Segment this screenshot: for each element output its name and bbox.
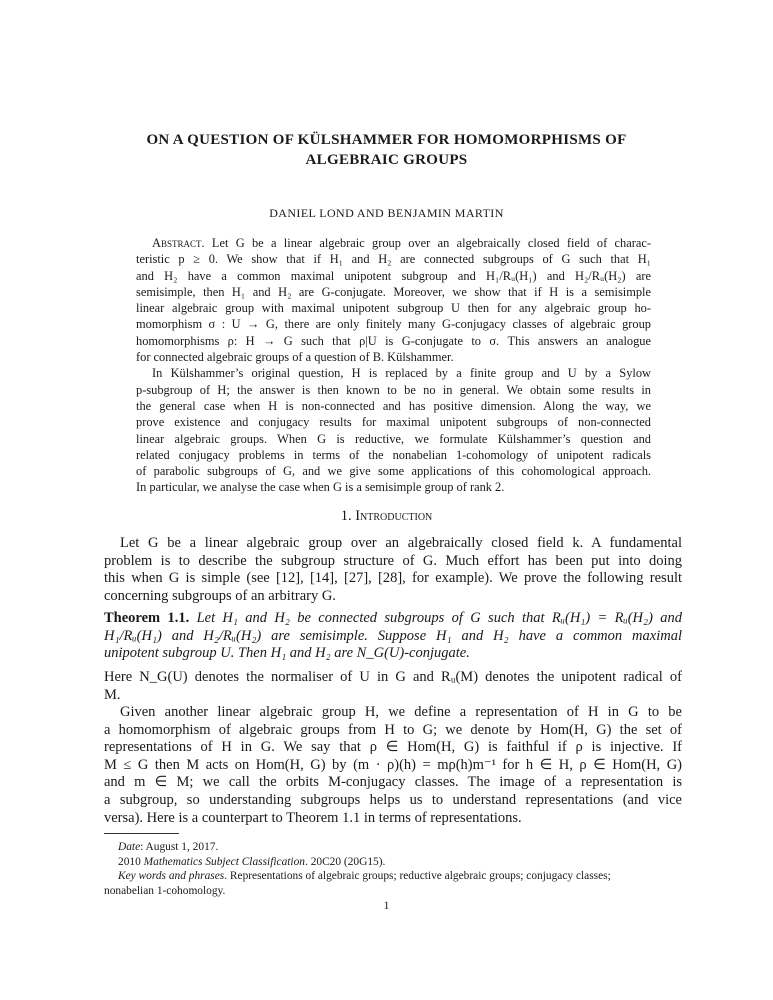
line-text: In Külshammer’s original question, H is replaced by a finite group and U by a Sylow — [152, 366, 651, 381]
line-text: M. — [104, 686, 121, 703]
footnote-text: . 20C20 (20G15). — [305, 855, 386, 868]
line-text: semisimple, then H₁ and H₂ are G-conjugate. Moreover, we show that if H is a semisimple — [136, 284, 651, 299]
line-text: Let G be a linear algebraic group over an algebraically closed field k. A fundamental — [120, 535, 682, 551]
line-text: momorphism σ : U → G, there are only finitely many G-conjugacy classes of algebraic group — [136, 317, 651, 332]
line-text: Let H₁ and H₂ be connected subgroups of G such that Rᵤ(H₁) = Rᵤ(H₂) and — [189, 610, 682, 626]
text-line — [136, 414, 651, 430]
text-line — [104, 739, 682, 757]
text-line — [136, 398, 651, 414]
line-text: problem is to describe the subgroup structure of G. Much effort has been put into doing — [104, 552, 682, 569]
text-line — [104, 645, 682, 663]
text-line — [136, 316, 651, 332]
lead-label: Theorem 1.1. — [104, 610, 190, 626]
footnote-text: : August 1, 2017. — [140, 841, 219, 853]
line-text: p-subgroup of H; the answer is then known to be no in general. We obtain some results in — [136, 382, 651, 397]
footnote — [104, 869, 682, 884]
line-text: and m ∈ M; we call the orbits M-conjugacy classes. The image of a representation is — [104, 774, 682, 791]
text-line — [136, 365, 651, 381]
text-line — [104, 810, 682, 828]
line-text: related conjugacy problems in terms of the nonabelian 1-cohomology of unipotent radicals — [136, 447, 651, 462]
footnote-label: 2010 — [118, 855, 144, 868]
footnote-label: Key words and phrases — [118, 870, 225, 883]
line-text: linear algebraic groups. When G is reductive, we formulate Külshammer’s question and — [136, 431, 651, 446]
section-heading: 1. Introduction — [340, 508, 433, 524]
footnote-text: . Representations of algebraic groups; reductive algebraic groups; conjugacy classes; — [224, 870, 611, 883]
text-line — [104, 774, 682, 792]
line-text: of parabolic subgroups of G, and we give some applications of this cohomological approach. — [136, 464, 651, 479]
text-line — [104, 722, 682, 740]
line-text: Here N_G(U) denotes the normaliser of U in G and Rᵤ(M) denotes the unipotent radical of — [104, 669, 682, 685]
line-text: In particular, we analyse the case when G is a semisimple group of rank 2. — [136, 480, 505, 495]
line-text: a subgroup, so understanding subgroups helps us to understand representations (and vice — [104, 791, 682, 808]
text-line — [104, 588, 682, 606]
text-line — [104, 792, 682, 810]
text-line — [136, 251, 651, 267]
text-line — [104, 610, 682, 628]
text-line — [104, 553, 682, 571]
page-number: 1 — [383, 900, 390, 912]
lead-label: Abstract. — [152, 236, 205, 250]
text-line — [104, 687, 682, 705]
line-text: for connected algebraic groups of a question of B. Külshammer. — [136, 350, 454, 365]
footnote-text: nonabelian 1-cohomology. — [104, 885, 226, 898]
intro-paragraph — [104, 535, 682, 605]
footnote — [104, 884, 682, 899]
line-text: concerning subgroups of an arbitrary G. — [104, 587, 336, 604]
abstract — [136, 235, 651, 496]
authors: DANIEL LOND AND BENJAMIN MARTIN — [269, 206, 504, 220]
line-text: and H₂ have a common maximal unipotent subgroup and H₁/Rᵤ(H₁) and H₂/Rᵤ(H₂) are — [136, 268, 651, 283]
line-text: unipotent subgroup U. Then H₁ and H₂ are N_G(U)-conjugate. — [104, 645, 470, 662]
line-text: the general case when H is non-connected and has positive dimension. Along the way, we — [136, 398, 651, 413]
text-line — [136, 300, 651, 316]
text-line — [136, 349, 651, 365]
paper-title — [60, 130, 713, 170]
text-line — [136, 284, 651, 300]
line-text: versa). Here is a counterpart to Theorem 1.1 in terms of representations. — [104, 809, 522, 826]
text-line — [104, 669, 682, 687]
theorem-1-1 — [104, 610, 682, 663]
line-text: teristic p ≥ 0. We show that if H₁ and H₂ are connected subgroups of G such that H₁ — [136, 252, 651, 267]
text-line — [136, 382, 651, 398]
text-line — [136, 447, 651, 463]
text-line — [136, 235, 651, 251]
text-line — [104, 570, 682, 588]
line-text: M ≤ G then M acts on Hom(H, G) by (m · ρ)(h) = mρ(h)m⁻¹ for h ∈ H, ρ ∈ Hom(H, G) — [104, 756, 682, 773]
title-line: ALGEBRAIC GROUPS — [305, 152, 468, 168]
text-line — [104, 704, 682, 722]
footnote-label: Date — [118, 841, 141, 853]
text-line — [104, 628, 682, 646]
text-line — [104, 757, 682, 775]
line-text: this when G is simple (see [12], [14], [27], [28], for example). We prove the following result — [104, 570, 682, 587]
footnote-rule — [104, 833, 179, 834]
line-text: H₁/Rᵤ(H₁) and H₂/Rᵤ(H₂) are semisimple. Suppose H₁ and H₂ have a common maximal — [104, 627, 682, 644]
text-line — [136, 333, 651, 349]
paragraph-given — [104, 704, 682, 827]
footnote-label: Mathematics Subject Classification — [143, 855, 305, 868]
text-line — [136, 479, 651, 495]
line-text: homomorphisms ρ: H → G such that ρ|U is G-conjugate to σ. This answers an analogue — [136, 333, 651, 348]
line-text: Let G be a linear algebraic group over an algebraically closed field of charac- — [204, 236, 651, 250]
title-line: ON A QUESTION OF KÜLSHAMMER FOR HOMOMORPHISMS OF — [146, 132, 627, 148]
footnote — [104, 855, 682, 870]
text-line — [104, 535, 682, 553]
line-text: a homomorphism of algebraic groups from H to G; we denote by Hom(H, G) the set of — [104, 721, 682, 738]
paragraph-here — [104, 669, 682, 704]
text-line — [136, 463, 651, 479]
line-text: representations of H in G. We say that ρ ∈ Hom(H, G) is faithful if ρ is injective. If — [104, 739, 682, 756]
text-line — [136, 268, 651, 284]
footnotes — [104, 840, 682, 899]
line-text: Given another linear algebraic group H, we define a representation of H in G to be — [120, 704, 682, 720]
line-text: prove existence and conjugacy results for maximal unipotent subgroups of non-connected — [136, 415, 651, 430]
footnote — [104, 840, 682, 855]
text-line — [136, 431, 651, 447]
line-text: linear algebraic group with maximal unipotent subgroup U then for any algebraic group ho- — [136, 301, 651, 316]
